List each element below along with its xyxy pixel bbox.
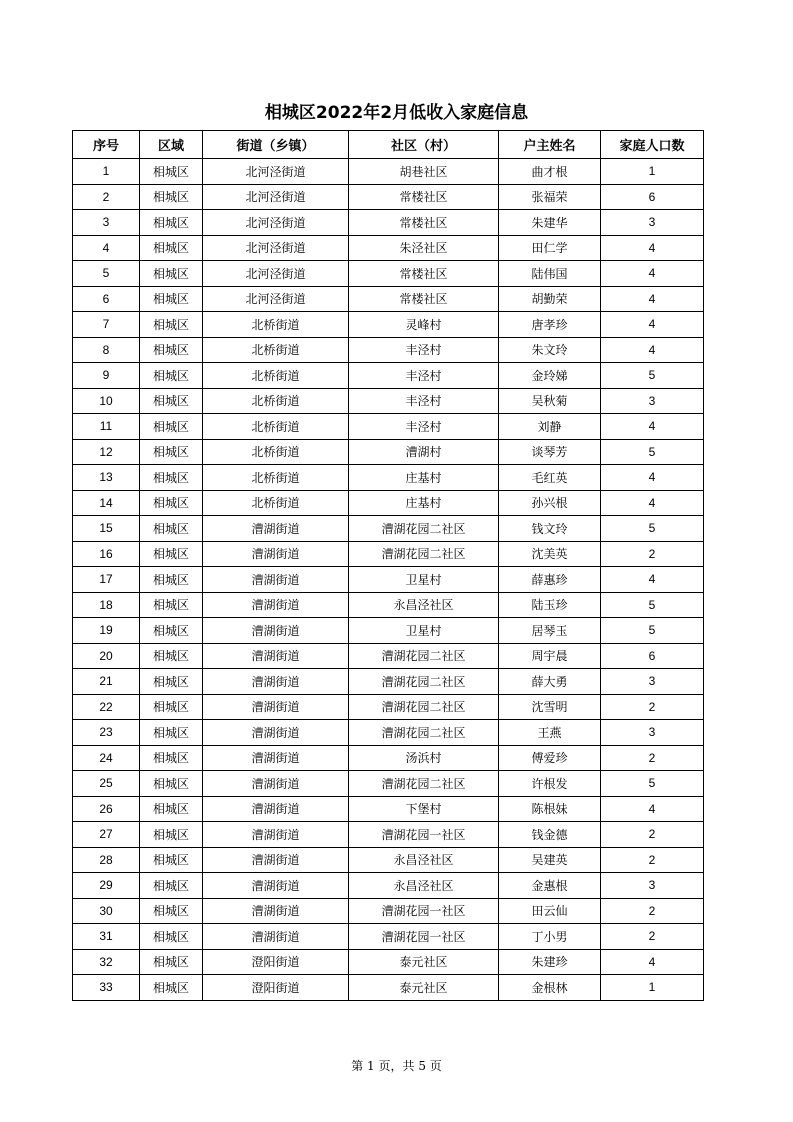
- cell-community: 永昌泾社区: [349, 847, 499, 873]
- cell-street: 北河泾街道: [203, 210, 349, 236]
- table-row: [73, 184, 704, 210]
- table-row: [73, 618, 704, 644]
- cell-street: 北河泾街道: [203, 159, 349, 185]
- cell-community: 常楼社区: [349, 210, 499, 236]
- cell-family-size: 4: [601, 261, 704, 287]
- cell-householder: 陈根妹: [499, 796, 601, 822]
- cell-index: 26: [73, 796, 140, 822]
- cell-community: 泰元社区: [349, 975, 499, 1001]
- cell-community: 漕湖花园一社区: [349, 898, 499, 924]
- cell-street: 北桥街道: [203, 312, 349, 338]
- cell-street: 漕湖街道: [203, 669, 349, 695]
- cell-street: 漕湖街道: [203, 541, 349, 567]
- cell-region: 相城区: [140, 643, 203, 669]
- table-row: [73, 465, 704, 491]
- cell-region: 相城区: [140, 465, 203, 491]
- cell-householder: 沈雪明: [499, 694, 601, 720]
- household-table: [72, 130, 704, 1001]
- cell-region: 相城区: [140, 363, 203, 389]
- cell-index: 25: [73, 771, 140, 797]
- cell-householder: 薛惠珍: [499, 567, 601, 593]
- cell-family-size: 5: [601, 363, 704, 389]
- table-body: [73, 159, 704, 1001]
- cell-index: 10: [73, 388, 140, 414]
- cell-householder: 田仁学: [499, 235, 601, 261]
- cell-family-size: 5: [601, 516, 704, 542]
- cell-street: 漕湖街道: [203, 847, 349, 873]
- cell-family-size: 4: [601, 312, 704, 338]
- cell-community: 汤浜村: [349, 745, 499, 771]
- cell-family-size: 5: [601, 592, 704, 618]
- cell-householder: 傅爱珍: [499, 745, 601, 771]
- cell-street: 北桥街道: [203, 414, 349, 440]
- cell-region: 相城区: [140, 847, 203, 873]
- cell-householder: 许根发: [499, 771, 601, 797]
- cell-householder: 唐孝珍: [499, 312, 601, 338]
- cell-householder: 金根林: [499, 975, 601, 1001]
- cell-region: 相城区: [140, 822, 203, 848]
- cell-street: 漕湖街道: [203, 567, 349, 593]
- cell-community: 庄基村: [349, 465, 499, 491]
- cell-householder: 曲才根: [499, 159, 601, 185]
- table-row: [73, 643, 704, 669]
- cell-family-size: 5: [601, 771, 704, 797]
- cell-index: 27: [73, 822, 140, 848]
- cell-householder: 沈美英: [499, 541, 601, 567]
- table-row: [73, 567, 704, 593]
- cell-community: 漕湖花园一社区: [349, 822, 499, 848]
- cell-householder: 朱文玲: [499, 337, 601, 363]
- cell-householder: 居琴玉: [499, 618, 601, 644]
- cell-index: 4: [73, 235, 140, 261]
- table-row: [73, 159, 704, 185]
- cell-street: 北桥街道: [203, 465, 349, 491]
- cell-family-size: 4: [601, 235, 704, 261]
- cell-index: 14: [73, 490, 140, 516]
- cell-householder: 钱文玲: [499, 516, 601, 542]
- cell-family-size: 3: [601, 669, 704, 695]
- cell-family-size: 1: [601, 159, 704, 185]
- cell-index: 28: [73, 847, 140, 873]
- cell-index: 7: [73, 312, 140, 338]
- cell-householder: 吴秋菊: [499, 388, 601, 414]
- header-family-size: 家庭人口数: [601, 131, 704, 159]
- cell-householder: 朱建珍: [499, 949, 601, 975]
- cell-family-size: 3: [601, 210, 704, 236]
- cell-street: 澄阳街道: [203, 949, 349, 975]
- cell-region: 相城区: [140, 924, 203, 950]
- cell-street: 北桥街道: [203, 490, 349, 516]
- cell-family-size: 4: [601, 567, 704, 593]
- cell-street: 北河泾街道: [203, 261, 349, 287]
- header-street: 街道（乡镇）: [203, 131, 349, 159]
- cell-householder: 张福荣: [499, 184, 601, 210]
- cell-region: 相城区: [140, 592, 203, 618]
- cell-region: 相城区: [140, 337, 203, 363]
- table-row: [73, 720, 704, 746]
- cell-community: 下堡村: [349, 796, 499, 822]
- cell-street: 漕湖街道: [203, 873, 349, 899]
- cell-region: 相城区: [140, 261, 203, 287]
- cell-index: 1: [73, 159, 140, 185]
- cell-region: 相城区: [140, 388, 203, 414]
- table-row: [73, 949, 704, 975]
- cell-region: 相城区: [140, 184, 203, 210]
- cell-householder: 毛红英: [499, 465, 601, 491]
- cell-region: 相城区: [140, 516, 203, 542]
- cell-householder: 钱金德: [499, 822, 601, 848]
- table-row: [73, 924, 704, 950]
- cell-index: 20: [73, 643, 140, 669]
- table-row: [73, 414, 704, 440]
- cell-community: 漕湖花园二社区: [349, 771, 499, 797]
- cell-householder: 田云仙: [499, 898, 601, 924]
- table-row: [73, 439, 704, 465]
- cell-family-size: 4: [601, 286, 704, 312]
- cell-street: 漕湖街道: [203, 592, 349, 618]
- cell-community: 常楼社区: [349, 286, 499, 312]
- cell-householder: 孙兴根: [499, 490, 601, 516]
- cell-index: 15: [73, 516, 140, 542]
- cell-householder: 丁小男: [499, 924, 601, 950]
- cell-region: 相城区: [140, 490, 203, 516]
- cell-index: 24: [73, 745, 140, 771]
- cell-street: 漕湖街道: [203, 771, 349, 797]
- header-community: 社区（村）: [349, 131, 499, 159]
- cell-region: 相城区: [140, 669, 203, 695]
- cell-index: 5: [73, 261, 140, 287]
- cell-street: 漕湖街道: [203, 796, 349, 822]
- table-row: [73, 490, 704, 516]
- cell-community: 泰元社区: [349, 949, 499, 975]
- cell-householder: 薛大勇: [499, 669, 601, 695]
- cell-community: 漕湖花园二社区: [349, 720, 499, 746]
- cell-index: 21: [73, 669, 140, 695]
- cell-community: 漕湖花园二社区: [349, 643, 499, 669]
- cell-index: 3: [73, 210, 140, 236]
- table-row: [73, 312, 704, 338]
- cell-community: 丰泾村: [349, 363, 499, 389]
- cell-region: 相城区: [140, 567, 203, 593]
- cell-street: 漕湖街道: [203, 898, 349, 924]
- cell-community: 漕湖村: [349, 439, 499, 465]
- cell-family-size: 5: [601, 439, 704, 465]
- cell-index: 23: [73, 720, 140, 746]
- cell-community: 常楼社区: [349, 261, 499, 287]
- cell-street: 北河泾街道: [203, 286, 349, 312]
- cell-family-size: 4: [601, 796, 704, 822]
- cell-region: 相城区: [140, 771, 203, 797]
- cell-householder: 吴建英: [499, 847, 601, 873]
- table-row: [73, 898, 704, 924]
- cell-region: 相城区: [140, 541, 203, 567]
- cell-street: 北河泾街道: [203, 235, 349, 261]
- table-row: [73, 210, 704, 236]
- cell-community: 漕湖花园二社区: [349, 669, 499, 695]
- table-row: [73, 975, 704, 1001]
- cell-region: 相城区: [140, 439, 203, 465]
- header-region: 区域: [140, 131, 203, 159]
- cell-community: 丰泾村: [349, 337, 499, 363]
- cell-street: 漕湖街道: [203, 720, 349, 746]
- cell-index: 19: [73, 618, 140, 644]
- cell-community: 胡巷社区: [349, 159, 499, 185]
- cell-community: 漕湖花园二社区: [349, 516, 499, 542]
- cell-street: 漕湖街道: [203, 516, 349, 542]
- cell-index: 18: [73, 592, 140, 618]
- cell-street: 北桥街道: [203, 439, 349, 465]
- cell-family-size: 2: [601, 924, 704, 950]
- cell-index: 32: [73, 949, 140, 975]
- cell-community: 永昌泾社区: [349, 873, 499, 899]
- cell-householder: 朱建华: [499, 210, 601, 236]
- cell-family-size: 2: [601, 694, 704, 720]
- table-row: [73, 771, 704, 797]
- table-row: [73, 363, 704, 389]
- cell-householder: 陆玉珍: [499, 592, 601, 618]
- table-header-row: [73, 131, 704, 159]
- cell-region: 相城区: [140, 720, 203, 746]
- cell-region: 相城区: [140, 949, 203, 975]
- cell-family-size: 6: [601, 184, 704, 210]
- cell-family-size: 4: [601, 337, 704, 363]
- cell-index: 11: [73, 414, 140, 440]
- cell-index: 29: [73, 873, 140, 899]
- cell-community: 庄基村: [349, 490, 499, 516]
- cell-family-size: 4: [601, 490, 704, 516]
- cell-index: 16: [73, 541, 140, 567]
- cell-householder: 谈琴芳: [499, 439, 601, 465]
- cell-householder: 金惠根: [499, 873, 601, 899]
- cell-index: 6: [73, 286, 140, 312]
- cell-index: 17: [73, 567, 140, 593]
- cell-index: 8: [73, 337, 140, 363]
- cell-community: 卫星村: [349, 618, 499, 644]
- cell-region: 相城区: [140, 312, 203, 338]
- cell-family-size: 2: [601, 745, 704, 771]
- cell-region: 相城区: [140, 873, 203, 899]
- cell-region: 相城区: [140, 796, 203, 822]
- cell-community: 灵峰村: [349, 312, 499, 338]
- cell-street: 漕湖街道: [203, 643, 349, 669]
- page-title: 相城区2022年2月低收入家庭信息: [264, 103, 529, 123]
- cell-family-size: 3: [601, 388, 704, 414]
- cell-index: 9: [73, 363, 140, 389]
- cell-householder: 王燕: [499, 720, 601, 746]
- cell-street: 漕湖街道: [203, 618, 349, 644]
- cell-householder: 胡勤荣: [499, 286, 601, 312]
- cell-street: 北桥街道: [203, 337, 349, 363]
- cell-index: 13: [73, 465, 140, 491]
- cell-region: 相城区: [140, 745, 203, 771]
- cell-street: 漕湖街道: [203, 694, 349, 720]
- page-footer: 第 1 页，共 5 页: [351, 1059, 442, 1073]
- cell-family-size: 2: [601, 898, 704, 924]
- cell-householder: 陆伟国: [499, 261, 601, 287]
- table-row: [73, 847, 704, 873]
- cell-family-size: 2: [601, 541, 704, 567]
- cell-family-size: 1: [601, 975, 704, 1001]
- cell-householder: 刘静: [499, 414, 601, 440]
- cell-index: 12: [73, 439, 140, 465]
- table-row: [73, 516, 704, 542]
- cell-region: 相城区: [140, 975, 203, 1001]
- cell-community: 丰泾村: [349, 414, 499, 440]
- header-index: 序号: [73, 131, 140, 159]
- table-row: [73, 286, 704, 312]
- cell-region: 相城区: [140, 210, 203, 236]
- table-row: [73, 261, 704, 287]
- cell-index: 22: [73, 694, 140, 720]
- cell-region: 相城区: [140, 414, 203, 440]
- cell-index: 33: [73, 975, 140, 1001]
- cell-street: 漕湖街道: [203, 924, 349, 950]
- cell-family-size: 4: [601, 465, 704, 491]
- cell-street: 北河泾街道: [203, 184, 349, 210]
- cell-region: 相城区: [140, 235, 203, 261]
- cell-region: 相城区: [140, 898, 203, 924]
- cell-index: 2: [73, 184, 140, 210]
- header-householder: 户主姓名: [499, 131, 601, 159]
- cell-householder: 金玲娣: [499, 363, 601, 389]
- cell-family-size: 4: [601, 414, 704, 440]
- cell-region: 相城区: [140, 159, 203, 185]
- cell-region: 相城区: [140, 694, 203, 720]
- table-row: [73, 592, 704, 618]
- cell-community: 常楼社区: [349, 184, 499, 210]
- table-row: [73, 235, 704, 261]
- cell-family-size: 6: [601, 643, 704, 669]
- table-row: [73, 745, 704, 771]
- cell-family-size: 2: [601, 847, 704, 873]
- cell-street: 北桥街道: [203, 363, 349, 389]
- cell-family-size: 3: [601, 720, 704, 746]
- cell-index: 31: [73, 924, 140, 950]
- table-row: [73, 669, 704, 695]
- cell-region: 相城区: [140, 618, 203, 644]
- cell-family-size: 3: [601, 873, 704, 899]
- cell-community: 朱泾社区: [349, 235, 499, 261]
- cell-family-size: 5: [601, 618, 704, 644]
- cell-family-size: 4: [601, 949, 704, 975]
- table-row: [73, 337, 704, 363]
- cell-householder: 周宇晨: [499, 643, 601, 669]
- table-row: [73, 388, 704, 414]
- cell-community: 永昌泾社区: [349, 592, 499, 618]
- table-row: [73, 873, 704, 899]
- cell-index: 30: [73, 898, 140, 924]
- cell-street: 澄阳街道: [203, 975, 349, 1001]
- table-row: [73, 796, 704, 822]
- cell-street: 漕湖街道: [203, 745, 349, 771]
- table-row: [73, 822, 704, 848]
- cell-community: 卫星村: [349, 567, 499, 593]
- cell-community: 丰泾村: [349, 388, 499, 414]
- cell-family-size: 2: [601, 822, 704, 848]
- cell-community: 漕湖花园二社区: [349, 694, 499, 720]
- table-row: [73, 541, 704, 567]
- cell-region: 相城区: [140, 286, 203, 312]
- cell-community: 漕湖花园一社区: [349, 924, 499, 950]
- table-row: [73, 694, 704, 720]
- cell-street: 漕湖街道: [203, 822, 349, 848]
- cell-community: 漕湖花园二社区: [349, 541, 499, 567]
- cell-street: 北桥街道: [203, 388, 349, 414]
